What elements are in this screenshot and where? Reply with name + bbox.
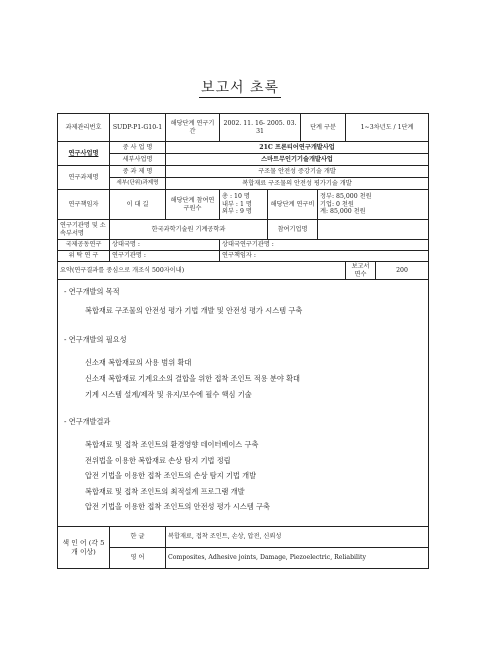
report-pages-label: 보고서 면수 [346, 262, 376, 280]
consigned-institution: 연구기관명 : [110, 251, 220, 262]
research-cost-label: 해당단계 연구비 [268, 190, 318, 220]
participant-internal: 내부 : 1 명 [222, 200, 252, 208]
results-line: 복합재료 및 접착 조인트의 환경영향 데이터베이스 구축 [85, 440, 259, 449]
results-heading: - 연구개발결과 [64, 417, 111, 426]
report-pages-value: 200 [376, 262, 429, 280]
summary-content [58, 280, 429, 527]
results-line: 전위법을 이용한 복합재료 손상 탐지 기법 정립 [85, 456, 231, 465]
consigned-leader: 연구책임자 : [220, 251, 429, 262]
mgmt-number-value: SUDP-P1-G10-1 [110, 114, 166, 142]
keywords-label: 색 인 어 (각 5개 이상) [58, 527, 110, 569]
participant-external: 외부 : 9 명 [222, 208, 252, 216]
task-detail-value: 복합재료 구조물의 안전성 평가기술 개발 [166, 178, 429, 190]
necessity-line: 신소재 복합재료 기계요소의 결합을 위한 접착 조인트 적용 분야 확대 [85, 374, 300, 383]
program-main-value: 21C 프론티어연구개발사업 [166, 142, 429, 154]
summary-label: 요약(연구결과를 중심으로 개조식 500자이내) [58, 262, 346, 280]
program-main-label: 중 사 업 명 [110, 142, 166, 154]
keywords-english: Composites, Adhesive joints, Damage, Piezoelectric, Reliability [166, 548, 429, 569]
program-sub-label: 세부사업명 [110, 154, 166, 166]
keywords-korean: 복합재료, 접착 조인트, 손상, 압전, 신뢰성 [166, 527, 429, 548]
program-sub-value: 스마트무인기기술개발사업 [166, 154, 429, 166]
results-line: 압전 기법을 이용한 접착 조인트의 안전성 평가 시스템 구축 [85, 502, 270, 511]
research-costs [318, 190, 429, 220]
keywords-korean-label: 한 글 [110, 527, 166, 548]
mgmt-number-label: 과제관리번호 [58, 114, 110, 142]
program-group-label: 연구사업명 [58, 142, 110, 166]
row-personnel [58, 190, 429, 220]
task-detail-label: 세부(단위)과제명 [110, 178, 166, 190]
participant-total: 총 : 10 명 [222, 193, 250, 201]
necessity-line: 기계 시스템 설계/제작 및 유지/보수에 필수 핵심 기술 [85, 390, 252, 399]
results-line: 복합재료 및 접착 조인트의 최적설계 프로그램 개발 [85, 487, 245, 496]
participant-counts [220, 190, 268, 220]
institution-label: 연구기관명 및 소속부서명 [58, 220, 110, 240]
cost-total: 계: 85,000 천원 [320, 208, 366, 216]
report-abstract-form [57, 113, 429, 569]
partner-company-label: 참여기업명 [268, 220, 318, 240]
purpose-line: 복합재료 구조물의 안전성 평가 기법 개발 및 안전성 평가 시스템 구축 [85, 306, 303, 315]
report-title: 보고서 초록 [200, 80, 280, 96]
partner-institution: 상대국연구기관명 : [220, 240, 429, 251]
cost-industry: 기업: 0 천원 [320, 200, 354, 208]
keywords-english-label: 영 어 [110, 548, 166, 569]
results-line: 압전 기법을 이용한 접착 조인트의 손상 탐지 기법 개발 [85, 471, 257, 480]
period-label: 해당단계 연구기간 [166, 114, 220, 142]
stage-label: 단계 구분 [301, 114, 346, 142]
task-group-label: 연구과제명 [58, 166, 110, 190]
partner-company-value [318, 220, 429, 240]
leader-label: 연구책임자 [58, 190, 110, 220]
task-main-label: 중 과 제 명 [110, 166, 166, 178]
consigned-research-label: 위 탁 연 구 [58, 251, 110, 262]
partner-country: 상대국명 : [110, 240, 220, 251]
row-management [58, 114, 429, 142]
joint-research-label: 국제공동연구 [58, 240, 110, 251]
institution-value: 한국과학기술원 기계공학과 [110, 220, 268, 240]
necessity-line: 신소재 복합재료의 사용 범위 확대 [85, 358, 192, 367]
task-main-value: 구조물 안전성 증강기술 개발 [166, 166, 429, 178]
period-value: 2002. 11. 16- 2005. 03. 31 [220, 114, 301, 142]
purpose-heading: - 연구개발의 목적 [64, 287, 120, 296]
necessity-heading: - 연구개발의 필요성 [64, 335, 127, 344]
cost-government: 정부: 85,000 천원 [320, 193, 372, 201]
leader-name: 이 대 길 [110, 190, 166, 220]
stage-value: 1~3차년도 / 1단계 [346, 114, 429, 142]
participant-count-label: 해당단계 참여연구원수 [166, 190, 220, 220]
